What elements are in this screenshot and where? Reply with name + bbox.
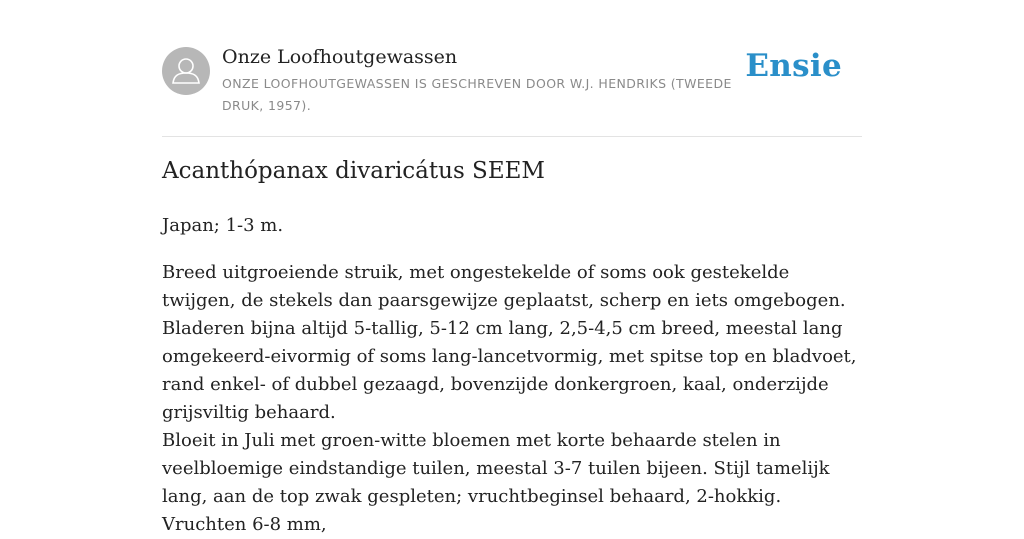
page-container [162, 0, 862, 535]
ensie-logo[interactable]: Ensie [745, 48, 842, 84]
entry-paragraph: Breed uitgroeiende struik, met ongestekelde of soms ook gestekelde twijgen, de stekels dan paarsgewijze geplaatst, scherp en iets omgebogen. Bladeren bijna altijd 5-tallig, 5-12 cm lang, 2,5-4,5 cm breed, meestal lang omgekeerd-eivormig of soms lang-lancetvormig, met spitse top en bladvoet, rand enkel- of dubbel gezaagd, bovenzijde donkergroen, kaal, onderzijde grijsviltig behaard. [162, 262, 857, 423]
source-title[interactable]: Onze Loofhoutgewassen [222, 46, 458, 68]
entry-title: Acanthópanax divaricátus SEEM [162, 158, 545, 184]
entry-paragraph: Japan; 1-3 m. [162, 215, 284, 236]
source-description: ONZE LOOFHOUTGEWASSEN IS GESCHREVEN DOOR W.J. HENDRIKS (TWEEDE DRUK, 1957). [222, 76, 732, 113]
entry-paragraph: Bloeit in Juli met groen-witte bloemen met korte behaarde stelen in veelbloemige eindstandige tuilen, meestal 3-7 tuilen bijeen. Stijl tamelijk lang, aan de top zwak gespleten; vruchtbeginsel behaard, 2-hokkig. Vruchten 6-8 mm, [162, 430, 830, 535]
source-header [162, 0, 862, 137]
user-avatar-icon[interactable] [162, 47, 210, 95]
